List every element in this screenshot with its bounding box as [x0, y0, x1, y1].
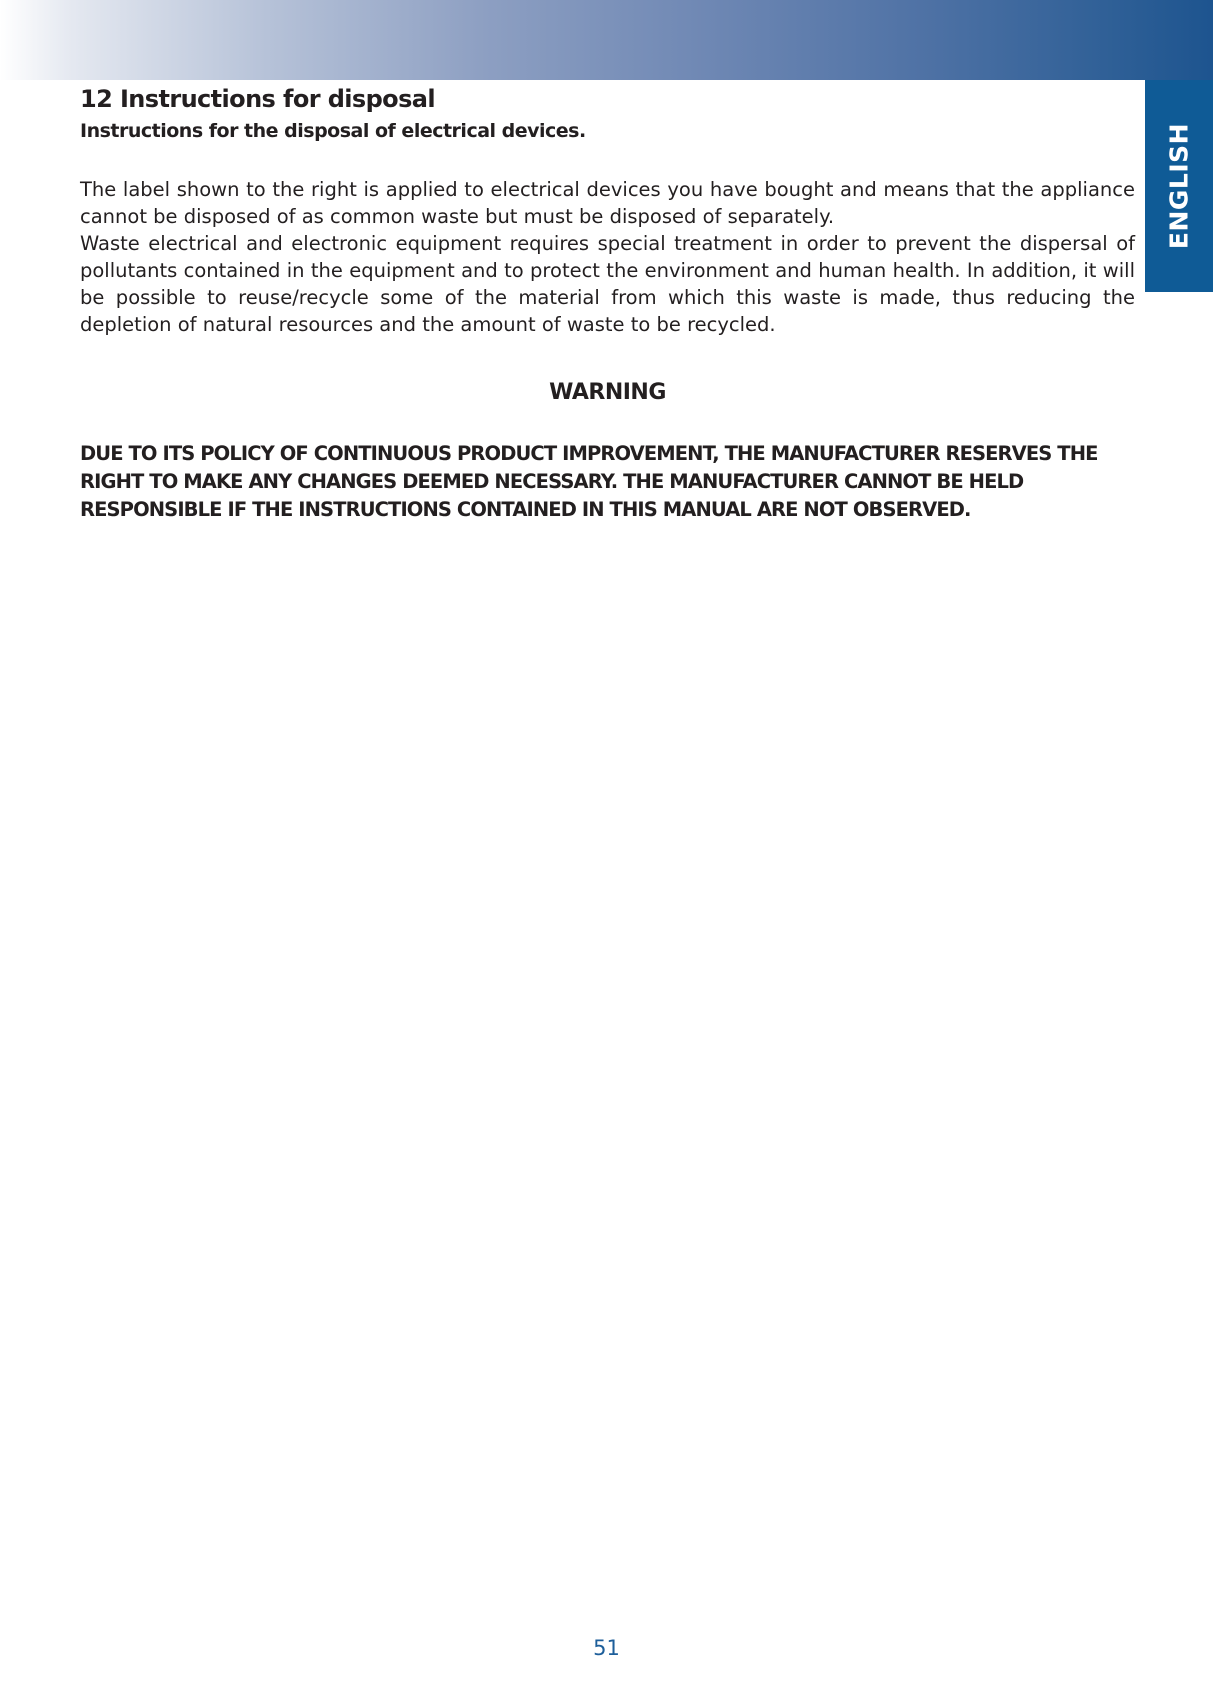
language-tab [1145, 80, 1213, 292]
section-subtitle: Instructions for the disposal of electrical devices. [80, 120, 586, 142]
page-number: 51 [593, 1636, 620, 1660]
body-paragraph-label-info: The label shown to the right is applied to electrical devices you have bought and means that the appliance cannot be disposed of as common waste but must be disposed of separately. [80, 178, 1135, 228]
warning-title: WARNING [549, 380, 666, 405]
section-title: 12 Instructions for disposal [80, 85, 435, 113]
header-gradient-band [0, 0, 1213, 80]
warning-text: DUE TO ITS POLICY OF CONTINUOUS PRODUCT IMPROVEMENT, THE MANUFACTURER RESERVES THE RIGHT TO MAKE ANY CHANGES DEEMED NECESSARY. THE MANUFACTURER CANNOT BE HELD RESPONSIBLE IF THE INSTRUCTIONS CONTAINED IN THIS MANUAL ARE NOT OBSERVED. [80, 442, 1098, 521]
page-content [80, 82, 1135, 524]
language-tab-label: ENGLISH [1164, 122, 1194, 250]
body-paragraph-waste-treatment: Waste electrical and electronic equipment requires special treatment in order to prevent the dispersal of pollutants contained in the equipment and to protect the environment and human health. In addition, it will be possible to reuse/recycle some of the material from which this waste is made, thus reducing the depletion of natural resources and the amount of waste to be recycled. [80, 232, 1135, 336]
